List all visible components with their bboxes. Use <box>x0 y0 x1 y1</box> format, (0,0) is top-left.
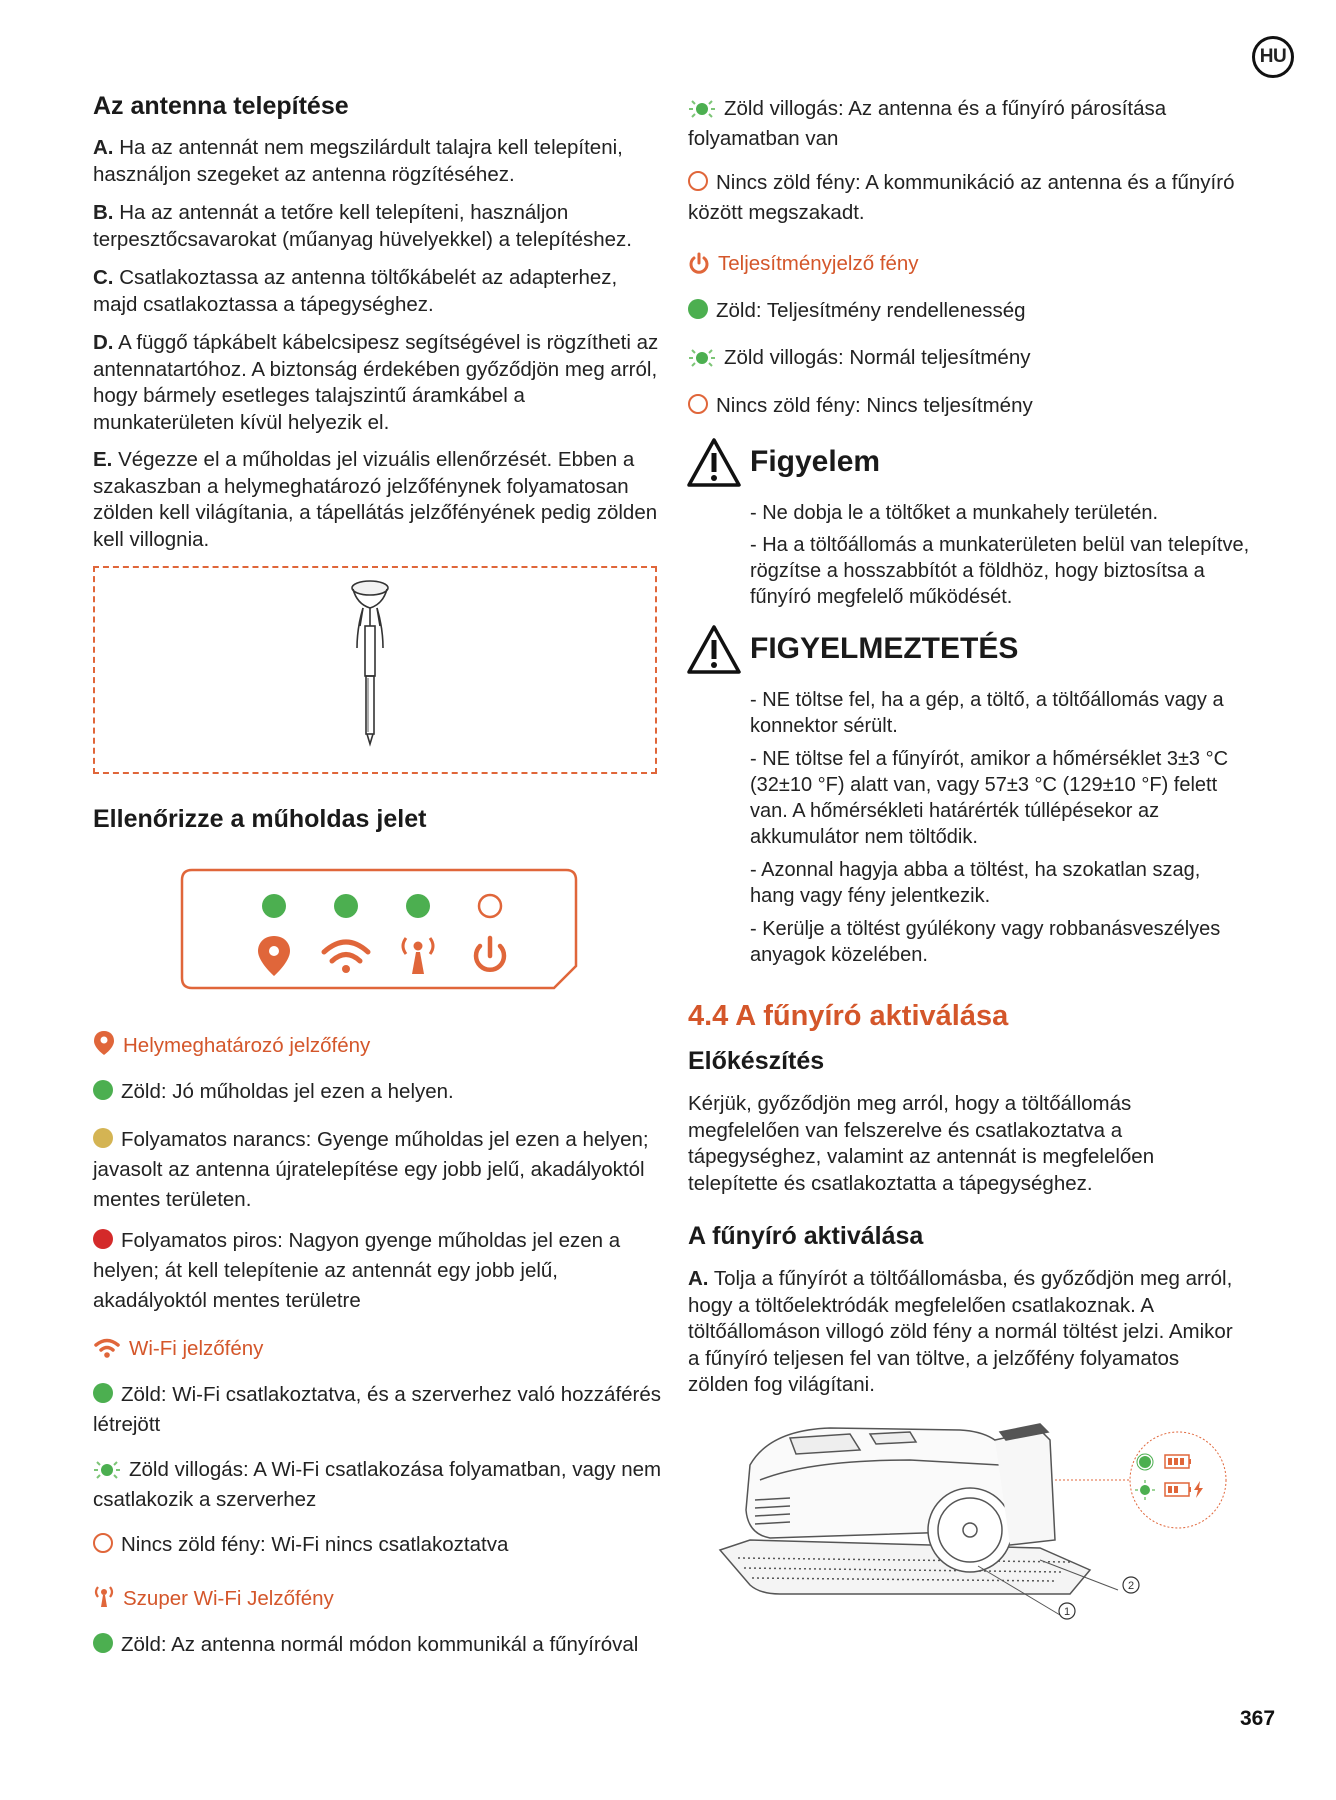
item-text: Zöld: Wi-Fi csatlakoztatva, és a szerverhez való hozzáférés létrejött <box>93 1383 662 1436</box>
power-icon <box>688 252 710 274</box>
preparation-text: Kérjük, győződjön meg arról, hogy a töltőállomás megfelelően van felszerelve és csatlakoztatva a tápegységhez, valamint az antennát is megfelelően telepítette és csatlakoztatta a tápegységhez. <box>688 1092 1155 1195</box>
warning-item: - Kerülje a töltést gyúlékony vagy robbanásveszélyes anyagok közelében. <box>750 918 1221 966</box>
charging-blink-indicator <box>1135 1480 1203 1500</box>
wifi-status-dot <box>334 894 358 918</box>
power-blink <box>688 343 1248 373</box>
svg-text:2: 2 <box>1127 1580 1135 1592</box>
wifi-icon <box>93 1337 121 1359</box>
step-letter: A. <box>93 136 114 159</box>
callout-2 <box>1123 1577 1139 1593</box>
charge-full-indicator <box>1137 1454 1191 1470</box>
activate-step-a <box>688 1266 1233 1399</box>
item-text: Zöld villogás: Az antenna és a fűnyíró párosítása folyamatban van <box>688 97 1167 150</box>
callout-1 <box>1059 1603 1075 1619</box>
step-letter: C. <box>93 266 114 289</box>
warning-item: - NE töltse fel, ha a gép, a töltő, a töltőállomás vagy a konnektor sérült. <box>750 689 1224 737</box>
step-text: Tolja a fűnyírót a töltőállomásba, és győződjön meg arról, hogy a töltőelektródák megfelelően csatlakoznak. A töltőállomáson villogó zöld fény a normál töltést jelzi. Amikor a fűnyíró teljesen fel van töltve, a jelzőfény folyamatos zölden fog világítani. <box>688 1267 1233 1396</box>
green-dot-icon <box>93 1080 113 1100</box>
item-text: Zöld: Jó műholdas jel ezen a helyen. <box>121 1080 454 1103</box>
svg-text:1: 1 <box>1063 1606 1071 1618</box>
green-dot-icon <box>93 1633 113 1653</box>
antenna-tower-icon <box>93 1585 115 1609</box>
item-text: Folyamatos piros: Nagyon gyenge műholdas jel ezen a helyen; át kell telepítenie az antennát egy jobb jelű, akadályoktól mentes területre <box>93 1229 621 1312</box>
super-wifi-light-label <box>93 1584 334 1614</box>
step-d <box>93 330 663 436</box>
positioning-status-dot <box>262 894 286 918</box>
item-text: Nincs zöld fény: Nincs teljesítmény <box>716 394 1033 417</box>
step-c <box>93 265 663 318</box>
charging-base-plate <box>720 1540 1090 1594</box>
empty-ring-icon <box>93 1533 113 1553</box>
item-text: Zöld: Teljesítmény rendellenesség <box>716 299 1026 322</box>
antenna-illustration <box>95 568 655 772</box>
power-green <box>688 296 1248 326</box>
step-text: Csatlakoztassa az antenna töltőkábelét az adapterhez, majd csatlakoztassa a tápegységhez. <box>93 266 618 316</box>
orange-dot-icon <box>93 1128 113 1148</box>
location-pin-icon <box>93 1030 115 1056</box>
empty-ring-icon <box>688 394 708 414</box>
step-text: A függő tápkábelt kábelcsipesz segítségével is rögzítheti az antennatartóhoz. A biztonság érdekében győződjön meg arról, hogy bármely esetleges talajszintű áramkábel a munkaterületen kívül helyezik el. <box>93 331 659 434</box>
warning-title: FIGYELMEZTETÉS <box>750 632 1019 665</box>
mower-charging-illustration <box>710 1410 1230 1620</box>
positioning-red <box>93 1226 663 1316</box>
step-letter: B. <box>93 201 114 224</box>
wifi-light-label <box>93 1334 263 1364</box>
super-wifi-blink <box>688 94 1248 154</box>
green-blink-icon <box>93 1460 121 1480</box>
page-number: 367 <box>1240 1707 1276 1730</box>
super-wifi-none <box>688 168 1248 228</box>
positioning-light-label <box>93 1030 370 1061</box>
attention-title: Figyelem <box>750 445 881 478</box>
antenna-illustration-box <box>93 566 657 774</box>
positioning-green <box>93 1077 663 1107</box>
heading-check-signal: Ellenőrizze a műholdas jelet <box>93 805 427 833</box>
warning-triangle-icon <box>686 624 742 676</box>
green-dot-icon <box>688 299 708 319</box>
heading-antenna-install: Az antenna telepítése <box>93 92 349 120</box>
step-a <box>93 135 663 188</box>
item-text: Folyamatos narancs: Gyenge műholdas jel ezen a helyen; javasolt az antenna újratelepítése egy jobb jelű, akadályoktól mentes területen. <box>93 1128 649 1211</box>
warning-item: - Azonnal hagyja abba a töltést, ha szokatlan szag, hang vagy fény jelentkezik. <box>750 859 1201 907</box>
green-blink-icon <box>688 348 716 368</box>
wifi-none <box>93 1530 663 1560</box>
attention-item: - Ha a töltőállomás a munkaterületen belül van telepítve, rögzítse a hosszabbítót a földhöz, hogy biztosítsa a fűnyíró megfelelő működését. <box>750 534 1250 608</box>
positioning-orange <box>93 1125 663 1215</box>
step-letter: A. <box>688 1267 709 1290</box>
attention-item: - Ne dobja le a töltőket a munkahely területén. <box>750 502 1159 524</box>
item-text: Zöld villogás: Normál teljesítmény <box>724 346 1031 369</box>
step-text: Ha az antennát nem megszilárdult talajra kell telepíteni, használjon szegeket az antenna rögzítéséhez. <box>93 136 623 186</box>
label-text: Wi-Fi jelzőfény <box>129 1337 264 1360</box>
power-light-label <box>688 249 919 279</box>
mower-wheel <box>928 1488 1012 1572</box>
heading-activate-mower: A fűnyíró aktiválása <box>688 1222 924 1250</box>
item-text: Zöld: Az antenna normál módon kommunikál a fűnyíróval <box>121 1633 639 1656</box>
language-badge: HU <box>1252 36 1294 78</box>
power-none <box>688 391 1248 421</box>
warning-triangle-icon <box>686 437 742 489</box>
label-text: Teljesítményjelző fény <box>718 252 919 275</box>
empty-ring-icon <box>688 171 708 191</box>
signal-indicator-panel <box>180 868 580 992</box>
step-letter: D. <box>93 331 114 354</box>
super-wifi-status-dot <box>406 894 430 918</box>
green-blink-icon <box>688 99 716 119</box>
item-text: Zöld villogás: A Wi-Fi csatlakozása folyamatban, vagy nem csatlakozik a szerverhez <box>93 1458 662 1511</box>
wifi-blink <box>93 1455 663 1515</box>
red-dot-icon <box>93 1229 113 1249</box>
warning-item: - NE töltse fel a fűnyírót, amikor a hőmérséklet 3±3 °C (32±10 °F) alatt van, vagy 57±3 °C (129±10 °F) felett van. A hőmérsékleti határérték túllépésekor az akkumulátor nem töltődik. <box>750 748 1229 848</box>
step-text: Ha az antennát a tetőre kell telepíteni, használjon terpesztőcsavarokat (műanyag hüvelyekkel) a telepítéshez. <box>93 201 632 251</box>
step-b <box>93 200 663 253</box>
step-letter: E. <box>93 448 113 471</box>
heading-preparation: Előkészítés <box>688 1047 825 1075</box>
label-text: Szuper Wi-Fi Jelzőfény <box>123 1587 334 1610</box>
item-text: Nincs zöld fény: Wi-Fi nincs csatlakoztatva <box>121 1533 509 1556</box>
step-e <box>93 447 663 553</box>
step-text: Végezze el a műholdas jel vizuális ellenőrzését. Ebben a szakaszban a helymeghatározó jelzőfénynek folyamatosan zölden kell világítania, a tápellátás jelzőfényének pedig zölden kell villognia. <box>93 448 658 551</box>
super-wifi-green <box>93 1630 663 1660</box>
section-title: 4.4 A fűnyíró aktiválása <box>688 1000 1009 1032</box>
wifi-green <box>93 1380 663 1440</box>
item-text: Nincs zöld fény: A kommunikáció az antenna és a fűnyíró között megszakadt. <box>688 171 1235 224</box>
label-text: Helymeghatározó jelzőfény <box>123 1034 371 1057</box>
green-dot-icon <box>93 1383 113 1403</box>
